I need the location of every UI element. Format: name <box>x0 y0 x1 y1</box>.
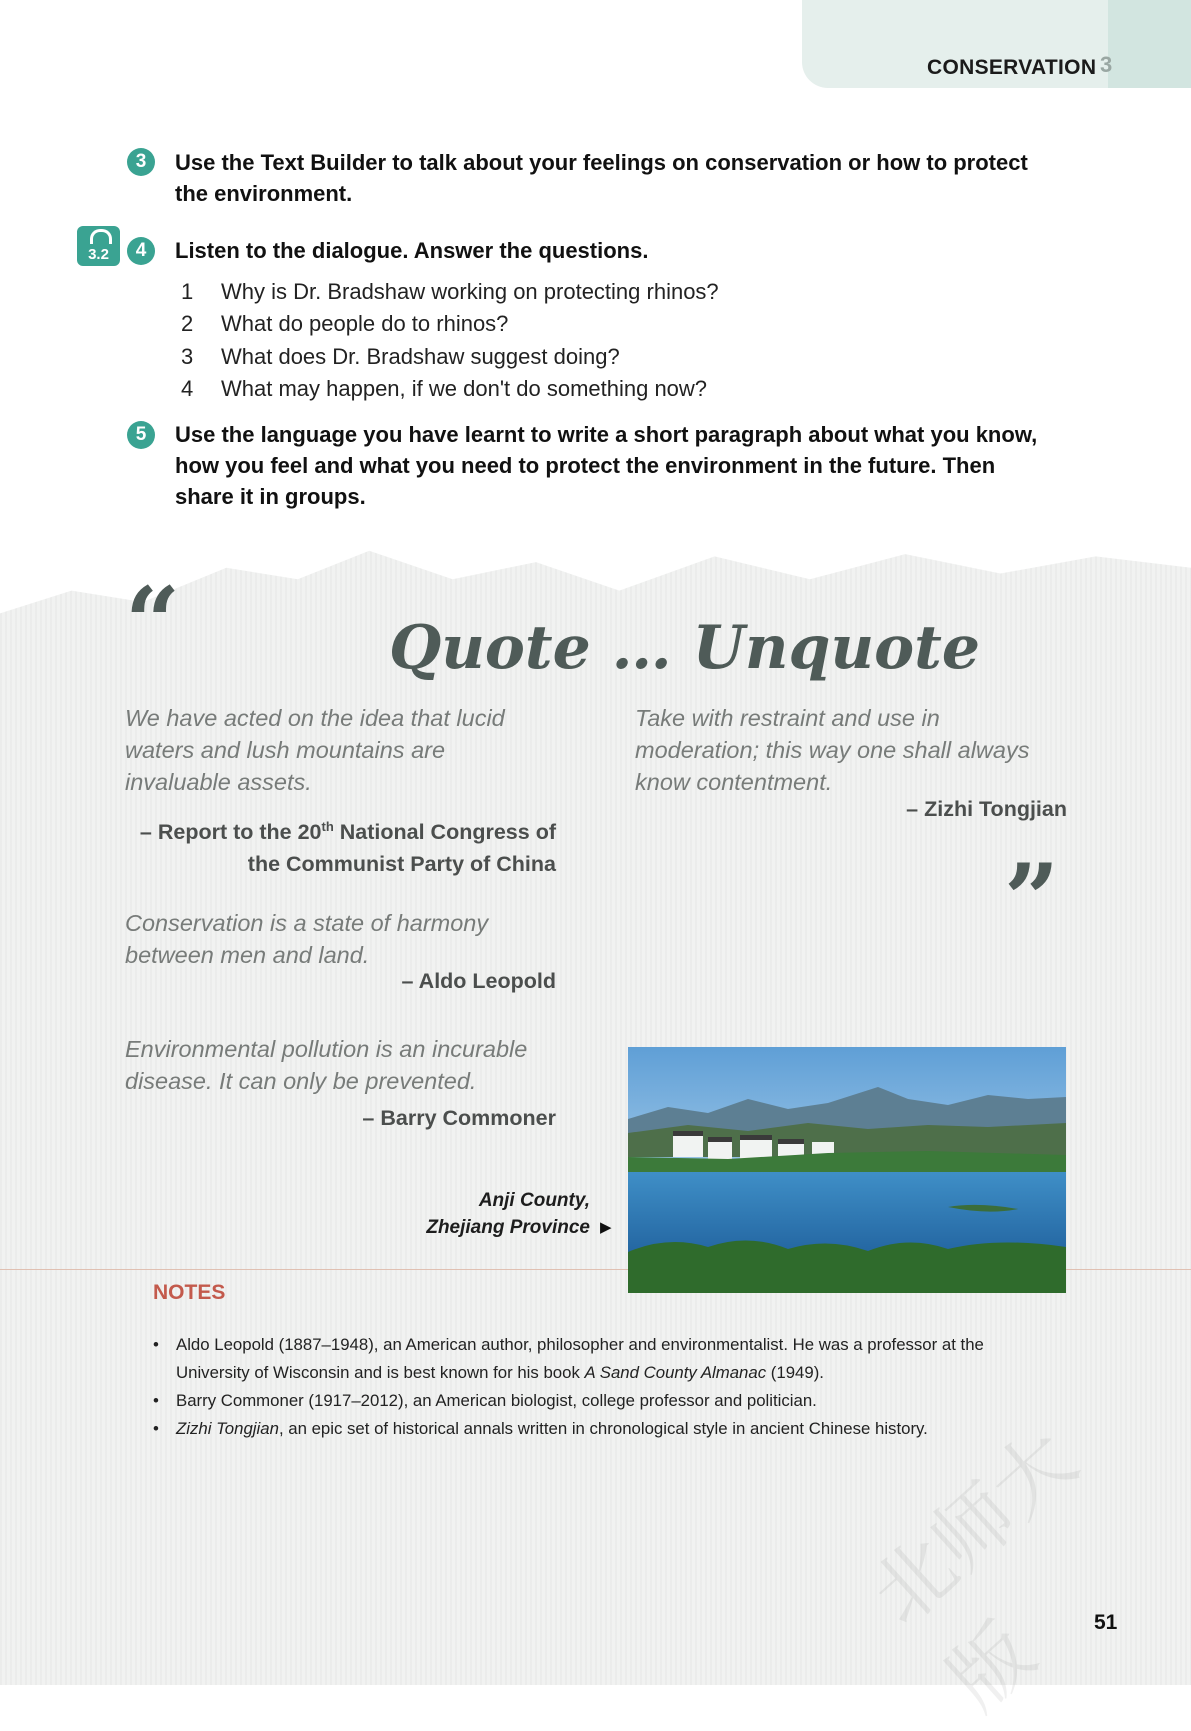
close-quote-mark: ” <box>1004 843 1060 956</box>
page-number: 51 <box>1094 1611 1118 1634</box>
unit-number: 3 <box>1100 52 1113 77</box>
headphones-icon <box>90 229 112 244</box>
list-item: 2 What do people do to rhinos? <box>181 311 509 337</box>
anji-county-photo <box>628 1047 1066 1293</box>
quote-3-text: Conservation is a state of harmony between men and land. <box>125 910 489 968</box>
question-list <box>181 276 719 405</box>
notes-list <box>153 1331 1053 1443</box>
quote-4-text: Environmental pollution is an incurable disease. It can only be prevented. <box>125 1036 528 1094</box>
quote-2-text: Take with restraint and use in moderation; this way one shall always know contentment. <box>635 705 1030 795</box>
notes-divider <box>1066 1269 1191 1270</box>
activity-number-5: 5 <box>127 421 155 449</box>
landscape-illustration <box>628 1047 1066 1293</box>
notes-title: NOTES <box>153 1281 226 1304</box>
caption-arrow-icon: ▶ <box>600 1219 612 1236</box>
open-quote-mark: “ <box>125 566 181 679</box>
quote-2-source: – Zizhi Tongjian <box>906 797 1067 821</box>
unit-number-block <box>1108 0 1191 88</box>
list-item: 3 What does Dr. Bradshaw suggest doing? <box>181 343 620 369</box>
audio-track-label: 3.2 <box>88 246 109 263</box>
activity-3-instruction: Use the Text Builder to talk about your feelings on conservation or how to protect the environment. <box>175 150 1028 206</box>
quote-section-title: Quote … Unquote <box>389 613 981 683</box>
quote-1-source: – Report to the 20th National Congress of the Communist Party of China <box>139 819 556 877</box>
activity-4-instruction: Listen to the dialogue. Answer the questions. <box>175 238 649 263</box>
publisher-watermark: 北师大版 <box>853 1412 1095 1728</box>
activity-number-4: 4 <box>127 237 155 265</box>
list-item: • Barry Commoner (1917–2012), an American biologist, college professor and politician. <box>153 1391 817 1410</box>
audio-track-badge[interactable] <box>77 226 120 266</box>
activity-5-instruction: Use the language you have learnt to write a short paragraph about what you know, how you feel and what you need to protect the environment in the future. Then share it in groups. <box>175 422 1038 509</box>
list-item: 1 Why is Dr. Bradshaw working on protecting rhinos? <box>181 279 719 304</box>
unit-title: CONSERVATION <box>927 56 1097 79</box>
list-item: • Aldo Leopold (1887–1948), an American author, philosopher and environmentalist. He was a professor at the University of Wisconsin and is best known for his book A Sand County Almanac (1949). <box>153 1335 984 1382</box>
quote-1-text: We have acted on the idea that lucid waters and lush mountains are invaluable assets. <box>125 705 505 795</box>
quote-4-source: – Barry Commoner <box>362 1106 556 1130</box>
quote-3-source: – Aldo Leopold <box>401 969 556 993</box>
list-item: • Zizhi Tongjian, an epic set of historical annals written in chronological style in ancient Chinese history. <box>153 1419 928 1438</box>
list-item: 4 What may happen, if we don't do something now? <box>181 375 708 401</box>
activity-number-3: 3 <box>127 148 155 176</box>
photo-caption: Anji County, Zhejiang Province <box>426 1190 590 1238</box>
notes-divider <box>0 1269 628 1270</box>
